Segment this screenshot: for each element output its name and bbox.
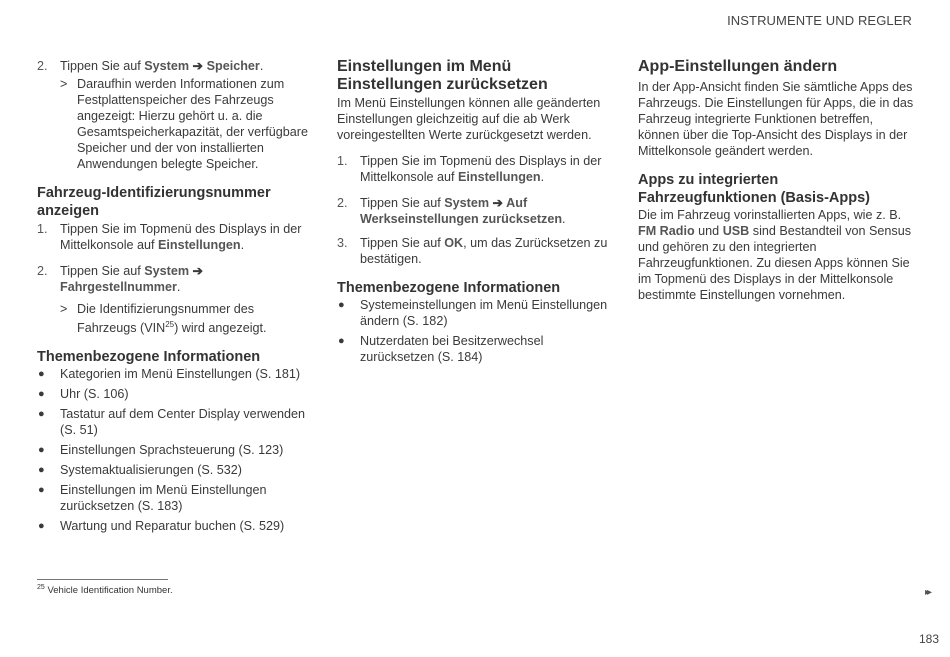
basis-apps-text: Die im Fahrzeug vorinstallierten Apps, wie z. B. FM Radio und USB sind Bestandteil von Sensus und gehören zu den integrierten Fahrzeugfunktionen. Zu diesen Apps können Sie im Topmenü des Displays in der Mittelkonsole bestimmte Einstellungen vornehmen. bbox=[638, 208, 912, 302]
reset-intro: Im Menü Einstellungen können alle geänderten Einstellungen gleichzeitig auf die ab Werk voreingestellten Werte zurückgesetzt werden. bbox=[337, 96, 601, 142]
reset-heading: Einstellungen im Menü Einstellungen zurücksetzen bbox=[337, 58, 548, 93]
page-number: 183 bbox=[919, 632, 940, 646]
related-item[interactable]: ● Einstellungen Sprachsteuerung (S. 123) bbox=[38, 443, 284, 458]
column-2 bbox=[337, 58, 612, 365]
bullet-icon: ● bbox=[38, 520, 45, 533]
continued-icon: ▸▸ bbox=[925, 587, 930, 598]
related-list-2 bbox=[337, 297, 612, 365]
arrow-right-icon: ➔ bbox=[189, 59, 207, 73]
reset-step-3: 3. Tippen Sie auf OK, um das Zurücksetzen zu bestätigen. bbox=[337, 236, 608, 266]
section-header: INSTRUMENTE UND REGLER bbox=[727, 13, 912, 28]
vin-step-2: 2. Tippen Sie auf System ➔ Fahrgestellnummer. bbox=[37, 264, 204, 294]
bullet-icon: ● bbox=[38, 368, 45, 381]
result-chevron-icon: > bbox=[60, 77, 68, 91]
vin-heading: Fahrzeug-Identifizierungsnummer anzeigen bbox=[37, 185, 271, 219]
bullet-icon: ● bbox=[38, 444, 45, 457]
basis-apps-heading: Apps zu integrierten Fahrzeugfunktionen (Basis-Apps) bbox=[638, 172, 871, 206]
bullet-icon: ● bbox=[38, 484, 45, 497]
related-item[interactable]: ● Systemaktualisierungen (S. 532) bbox=[38, 463, 243, 478]
arrow-right-icon: ➔ bbox=[189, 264, 204, 278]
reset-step-1: 1. Tippen Sie im Topmenü des Displays in der Mittelkonsole auf Einstellungen. bbox=[337, 154, 602, 184]
footnote-divider bbox=[37, 579, 168, 580]
bullet-icon: ● bbox=[38, 408, 45, 421]
result-chevron-icon: > bbox=[60, 302, 68, 316]
related-item[interactable]: ● Einstellungen im Menü Einstellungen zurücksetzen (S. 183) bbox=[38, 483, 267, 514]
related-item[interactable]: ● Systemeinstellungen im Menü Einstellungen ändern (S. 182) bbox=[338, 298, 608, 328]
column-1 bbox=[37, 58, 312, 534]
related-item[interactable]: ● Kategorien im Menü Einstellungen (S. 181) bbox=[38, 367, 301, 382]
bullet-icon: ● bbox=[38, 464, 45, 477]
vin-step-2-result: > Die Identifizierungsnummer des Fahrzeugs (VIN$^{25}$) wird angezeigt. bbox=[60, 302, 267, 336]
step-2-storage: 2. Tippen Sie auf System ➔ Speicher. bbox=[37, 59, 264, 73]
reset-step-2: 2. Tippen Sie auf System ➔ Auf Werkseinstellungen zurücksetzen. bbox=[337, 196, 566, 226]
related-list-1 bbox=[37, 366, 312, 534]
app-settings-heading: App-Einstellungen ändern bbox=[638, 58, 838, 75]
menu-path-system: System bbox=[144, 59, 190, 73]
footnote-ref: 25 bbox=[165, 320, 175, 329]
bullet-icon: ● bbox=[338, 335, 345, 347]
bullet-icon: ● bbox=[338, 299, 345, 311]
app-settings-intro: In der App-Ansicht finden Sie sämtliche Apps des Fahrzeugs. Die Einstellungen für Apps, die in das Fahrzeug integrierte Funktionen betreffen, können über die Top-Ansicht des Displays in der Mittelkonsole geändert werden. bbox=[638, 80, 914, 158]
footnote: $^{25}$ Vehicle Identification Number. bbox=[37, 584, 173, 597]
related-item[interactable]: ● Wartung und Reparatur buchen (S. 529) bbox=[38, 519, 285, 534]
vin-step-1: 1. Tippen Sie im Topmenü des Displays in der Mittelkonsole auf Einstellungen. bbox=[37, 222, 302, 252]
arrow-right-icon: ➔ bbox=[489, 196, 507, 210]
related-heading-1: Themenbezogene Informationen bbox=[37, 349, 261, 366]
menu-path-speicher: Speicher bbox=[206, 59, 260, 73]
related-heading-2: Themenbezogene Informationen bbox=[337, 280, 561, 296]
related-item[interactable]: ● Nutzerdaten bei Besitzerwechsel zurücksetzen (S. 184) bbox=[338, 334, 544, 364]
column-3 bbox=[638, 58, 916, 303]
related-item[interactable]: ● Tastatur auf dem Center Display verwenden (S. 51) bbox=[38, 407, 305, 438]
bullet-icon: ● bbox=[38, 388, 45, 401]
step-2-result: > Daraufhin werden Informationen zum Festplattenspeicher des Fahrzeugs angezeigt: Hierzu gehört u. a. die Gesamtspeicherkapazität, der verfügbare Speicher und der von installierten Anwendungen belegte Speicher. bbox=[60, 77, 309, 171]
related-item[interactable]: ● Uhr (S. 106) bbox=[38, 387, 129, 402]
